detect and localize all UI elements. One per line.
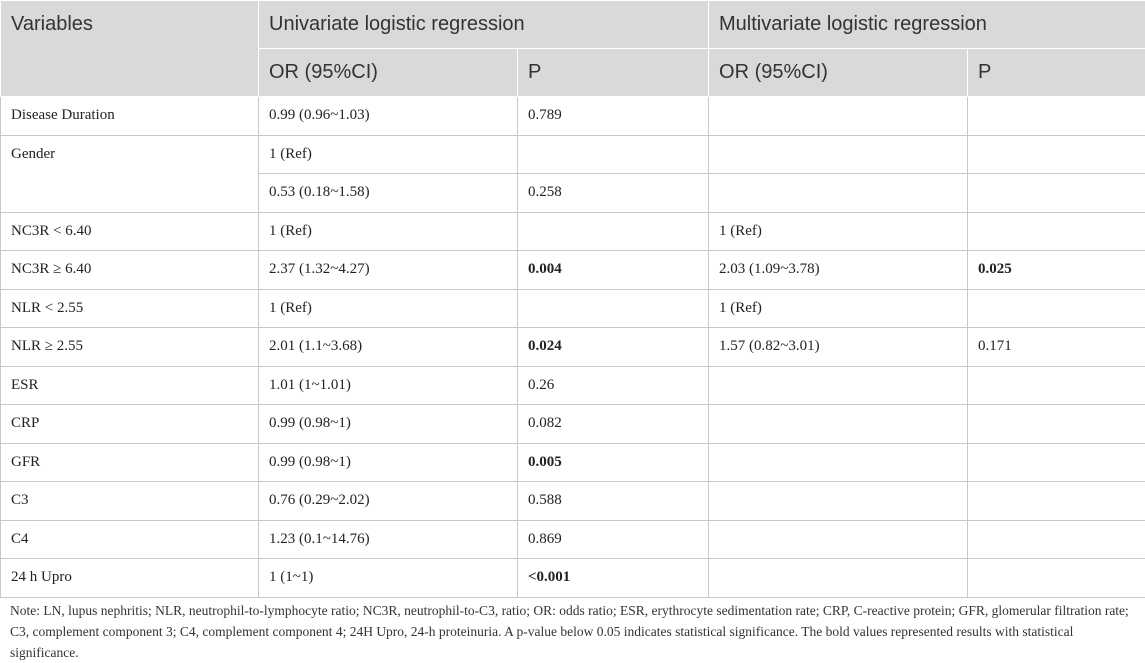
cell-variable: Disease Duration xyxy=(1,97,259,136)
table-row xyxy=(1,251,1145,290)
table-row xyxy=(1,328,1145,367)
cell-variable: C4 xyxy=(1,520,259,559)
cell-univariate-p: 0.082 xyxy=(518,405,709,444)
header-multivariate-or: OR (95%CI) xyxy=(709,49,968,97)
cell-variable: NLR ≥ 2.55 xyxy=(1,328,259,367)
cell-multivariate-or: 1 (Ref) xyxy=(709,212,968,251)
cell-multivariate-p: 0.025 xyxy=(968,251,1145,290)
cell-univariate-p xyxy=(518,135,709,174)
cell-multivariate-or xyxy=(709,559,968,598)
cell-multivariate-or xyxy=(709,482,968,521)
cell-univariate-or: 0.99 (0.98~1) xyxy=(259,443,518,482)
cell-variable: CRP xyxy=(1,405,259,444)
cell-variable: NLR < 2.55 xyxy=(1,289,259,328)
cell-univariate-or: 1 (Ref) xyxy=(259,212,518,251)
cell-variable: Gender xyxy=(1,135,259,212)
table-header xyxy=(1,1,1145,97)
cell-univariate-or: 1.01 (1~1.01) xyxy=(259,366,518,405)
cell-multivariate-p xyxy=(968,559,1145,598)
cell-univariate-p: 0.789 xyxy=(518,97,709,136)
cell-multivariate-or: 2.03 (1.09~3.78) xyxy=(709,251,968,290)
cell-univariate-p: 0.004 xyxy=(518,251,709,290)
table-row xyxy=(1,559,1145,598)
table-row xyxy=(1,520,1145,559)
header-univariate: Univariate logistic regression xyxy=(259,1,709,49)
cell-multivariate-or xyxy=(709,135,968,174)
cell-multivariate-or xyxy=(709,443,968,482)
cell-univariate-p: <0.001 xyxy=(518,559,709,598)
table-row xyxy=(1,135,1145,174)
cell-multivariate-p xyxy=(968,405,1145,444)
cell-univariate-p: 0.005 xyxy=(518,443,709,482)
cell-multivariate-p xyxy=(968,97,1145,136)
cell-variable: NC3R < 6.40 xyxy=(1,212,259,251)
cell-multivariate-or: 1.57 (0.82~3.01) xyxy=(709,328,968,367)
cell-univariate-or: 0.99 (0.98~1) xyxy=(259,405,518,444)
cell-multivariate-p xyxy=(968,520,1145,559)
cell-univariate-or: 2.01 (1.1~3.68) xyxy=(259,328,518,367)
table-row xyxy=(1,405,1145,444)
cell-univariate-or: 1.23 (0.1~14.76) xyxy=(259,520,518,559)
cell-multivariate-or xyxy=(709,174,968,213)
cell-multivariate-p xyxy=(968,482,1145,521)
cell-multivariate-p xyxy=(968,289,1145,328)
cell-multivariate-p: 0.171 xyxy=(968,328,1145,367)
cell-multivariate-p xyxy=(968,366,1145,405)
cell-variable: 24 h Upro xyxy=(1,559,259,598)
header-multivariate: Multivariate logistic regression xyxy=(709,1,1145,49)
cell-variable: NC3R ≥ 6.40 xyxy=(1,251,259,290)
cell-univariate-p xyxy=(518,212,709,251)
table-row xyxy=(1,443,1145,482)
cell-univariate-p: 0.869 xyxy=(518,520,709,559)
table-footnote: Note: LN, lupus nephritis; NLR, neutrophil-to-lymphocyte ratio; NC3R, neutrophil-to-C3, ratio; OR: odds ratio; ESR, erythrocyte sedimentation rate; CRP, C-reactive protein; GFR, glomerular filtration rate; C3, complement component 3; C4, complement component 4; 24H Upro, 24-h proteinuria. A p-value below 0.05 indicates statistical significance. The bold values represented results with statistical significance. xyxy=(10,600,1135,663)
cell-univariate-or: 0.76 (0.29~2.02) xyxy=(259,482,518,521)
header-row-1 xyxy=(1,1,1145,49)
cell-univariate-or: 0.53 (0.18~1.58) xyxy=(259,174,518,213)
header-univariate-p: P xyxy=(518,49,709,97)
table-body xyxy=(1,97,1145,598)
cell-multivariate-or xyxy=(709,97,968,136)
cell-multivariate-p xyxy=(968,174,1145,213)
table-row xyxy=(1,482,1145,521)
cell-multivariate-or xyxy=(709,405,968,444)
table-row xyxy=(1,366,1145,405)
header-variables: Variables xyxy=(1,1,259,97)
cell-univariate-or: 2.37 (1.32~4.27) xyxy=(259,251,518,290)
table-row xyxy=(1,289,1145,328)
table-row xyxy=(1,212,1145,251)
cell-multivariate-or: 1 (Ref) xyxy=(709,289,968,328)
cell-variable: C3 xyxy=(1,482,259,521)
cell-univariate-or: 1 (Ref) xyxy=(259,135,518,174)
cell-univariate-or: 1 (1~1) xyxy=(259,559,518,598)
cell-multivariate-or xyxy=(709,520,968,559)
cell-univariate-p: 0.258 xyxy=(518,174,709,213)
cell-univariate-or: 1 (Ref) xyxy=(259,289,518,328)
cell-multivariate-p xyxy=(968,443,1145,482)
cell-variable: ESR xyxy=(1,366,259,405)
header-univariate-or: OR (95%CI) xyxy=(259,49,518,97)
cell-univariate-p: 0.588 xyxy=(518,482,709,521)
cell-univariate-p: 0.024 xyxy=(518,328,709,367)
cell-univariate-p: 0.26 xyxy=(518,366,709,405)
cell-multivariate-p xyxy=(968,135,1145,174)
table-row xyxy=(1,97,1145,136)
cell-multivariate-or xyxy=(709,366,968,405)
header-multivariate-p: P xyxy=(968,49,1145,97)
cell-variable: GFR xyxy=(1,443,259,482)
cell-multivariate-p xyxy=(968,212,1145,251)
cell-univariate-or: 0.99 (0.96~1.03) xyxy=(259,97,518,136)
cell-univariate-p xyxy=(518,289,709,328)
